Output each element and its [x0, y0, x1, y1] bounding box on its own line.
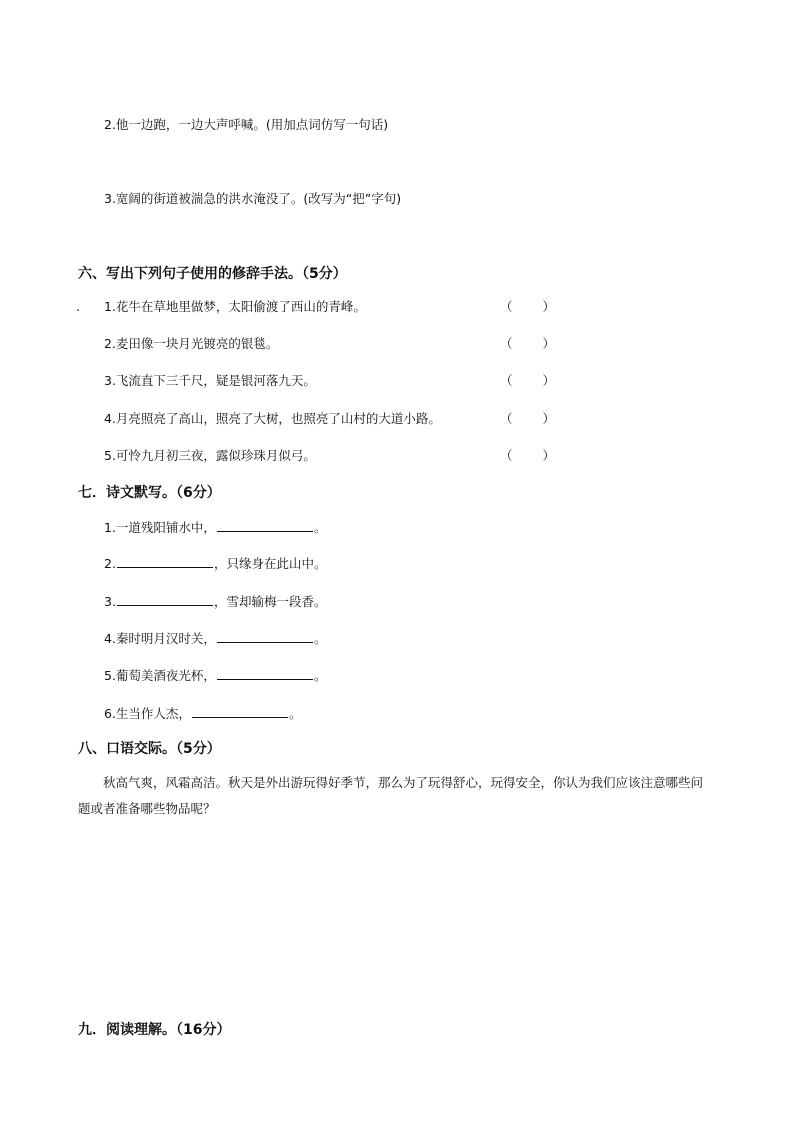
rhetoric-item-3: 3.飞流直下三千尺，疑是银河落九天。: [104, 373, 316, 388]
rhetoric-item-1: 1.花牛在草地里做梦，太阳偷渡了西山的青峰。: [104, 299, 366, 314]
answer-paren-2[interactable]: （ ）: [500, 336, 556, 351]
section-9-title: 九．阅读理解。（16分）: [78, 1022, 231, 1038]
sentence-item-3: 3.宽阔的街道被湍急的洪水淹没了。(改写为“把”字句): [104, 191, 402, 206]
answer-paren-4[interactable]: （ ）: [500, 411, 556, 426]
section-6-marker: .: [76, 299, 80, 314]
fill-blank-5[interactable]: [217, 667, 313, 680]
answer-paren-5[interactable]: （ ）: [500, 448, 556, 463]
fill-blank-6[interactable]: [192, 705, 288, 718]
poem-item-3: 3. ，雪却输梅一段香。: [104, 594, 327, 609]
section-7-title: 七．诗文默写。（6分）: [78, 485, 221, 501]
section-8-title: 八、口语交际。（5分）: [78, 741, 221, 757]
rhetoric-item-2: 2.麦田像一块月光镀亮的银毯。: [104, 336, 279, 351]
fill-blank-1[interactable]: [217, 519, 313, 532]
section-6-title: 六、写出下列句子使用的修辞手法。（5分）: [78, 266, 347, 282]
poem-item-5: 5.葡萄美酒夜光杯， 。: [104, 668, 327, 683]
rhetoric-item-5: 5.可怜九月初三夜，露似珍珠月似弓。: [104, 448, 316, 463]
poem-item-1: 1.一道残阳铺水中， 。: [104, 520, 327, 535]
fill-blank-4[interactable]: [217, 630, 313, 643]
answer-paren-1[interactable]: （ ）: [500, 299, 556, 314]
poem-item-6: 6.生当作人杰， 。: [104, 706, 302, 721]
answer-paren-3[interactable]: （ ）: [500, 373, 556, 388]
fill-blank-2[interactable]: [117, 555, 213, 568]
sentence-item-2: 2.他一边跑，一边大声呼喊。(用加点词仿写一句话): [104, 117, 389, 132]
section-8-paragraph: 秋高气爽，风霜高洁。秋天是外出游玩得好季节，那么为了玩得舒心，玩得安全，你认为我们应该注意哪些问题或者准备哪些物品呢？: [78, 775, 704, 816]
poem-item-2: 2. ，只缘身在此山中。: [104, 556, 327, 571]
rhetoric-item-4: 4.月亮照亮了高山，照亮了大树，也照亮了山村的大道小路。: [104, 411, 441, 426]
poem-item-4: 4.秦时明月汉时关， 。: [104, 631, 327, 646]
fill-blank-3[interactable]: [117, 593, 213, 606]
